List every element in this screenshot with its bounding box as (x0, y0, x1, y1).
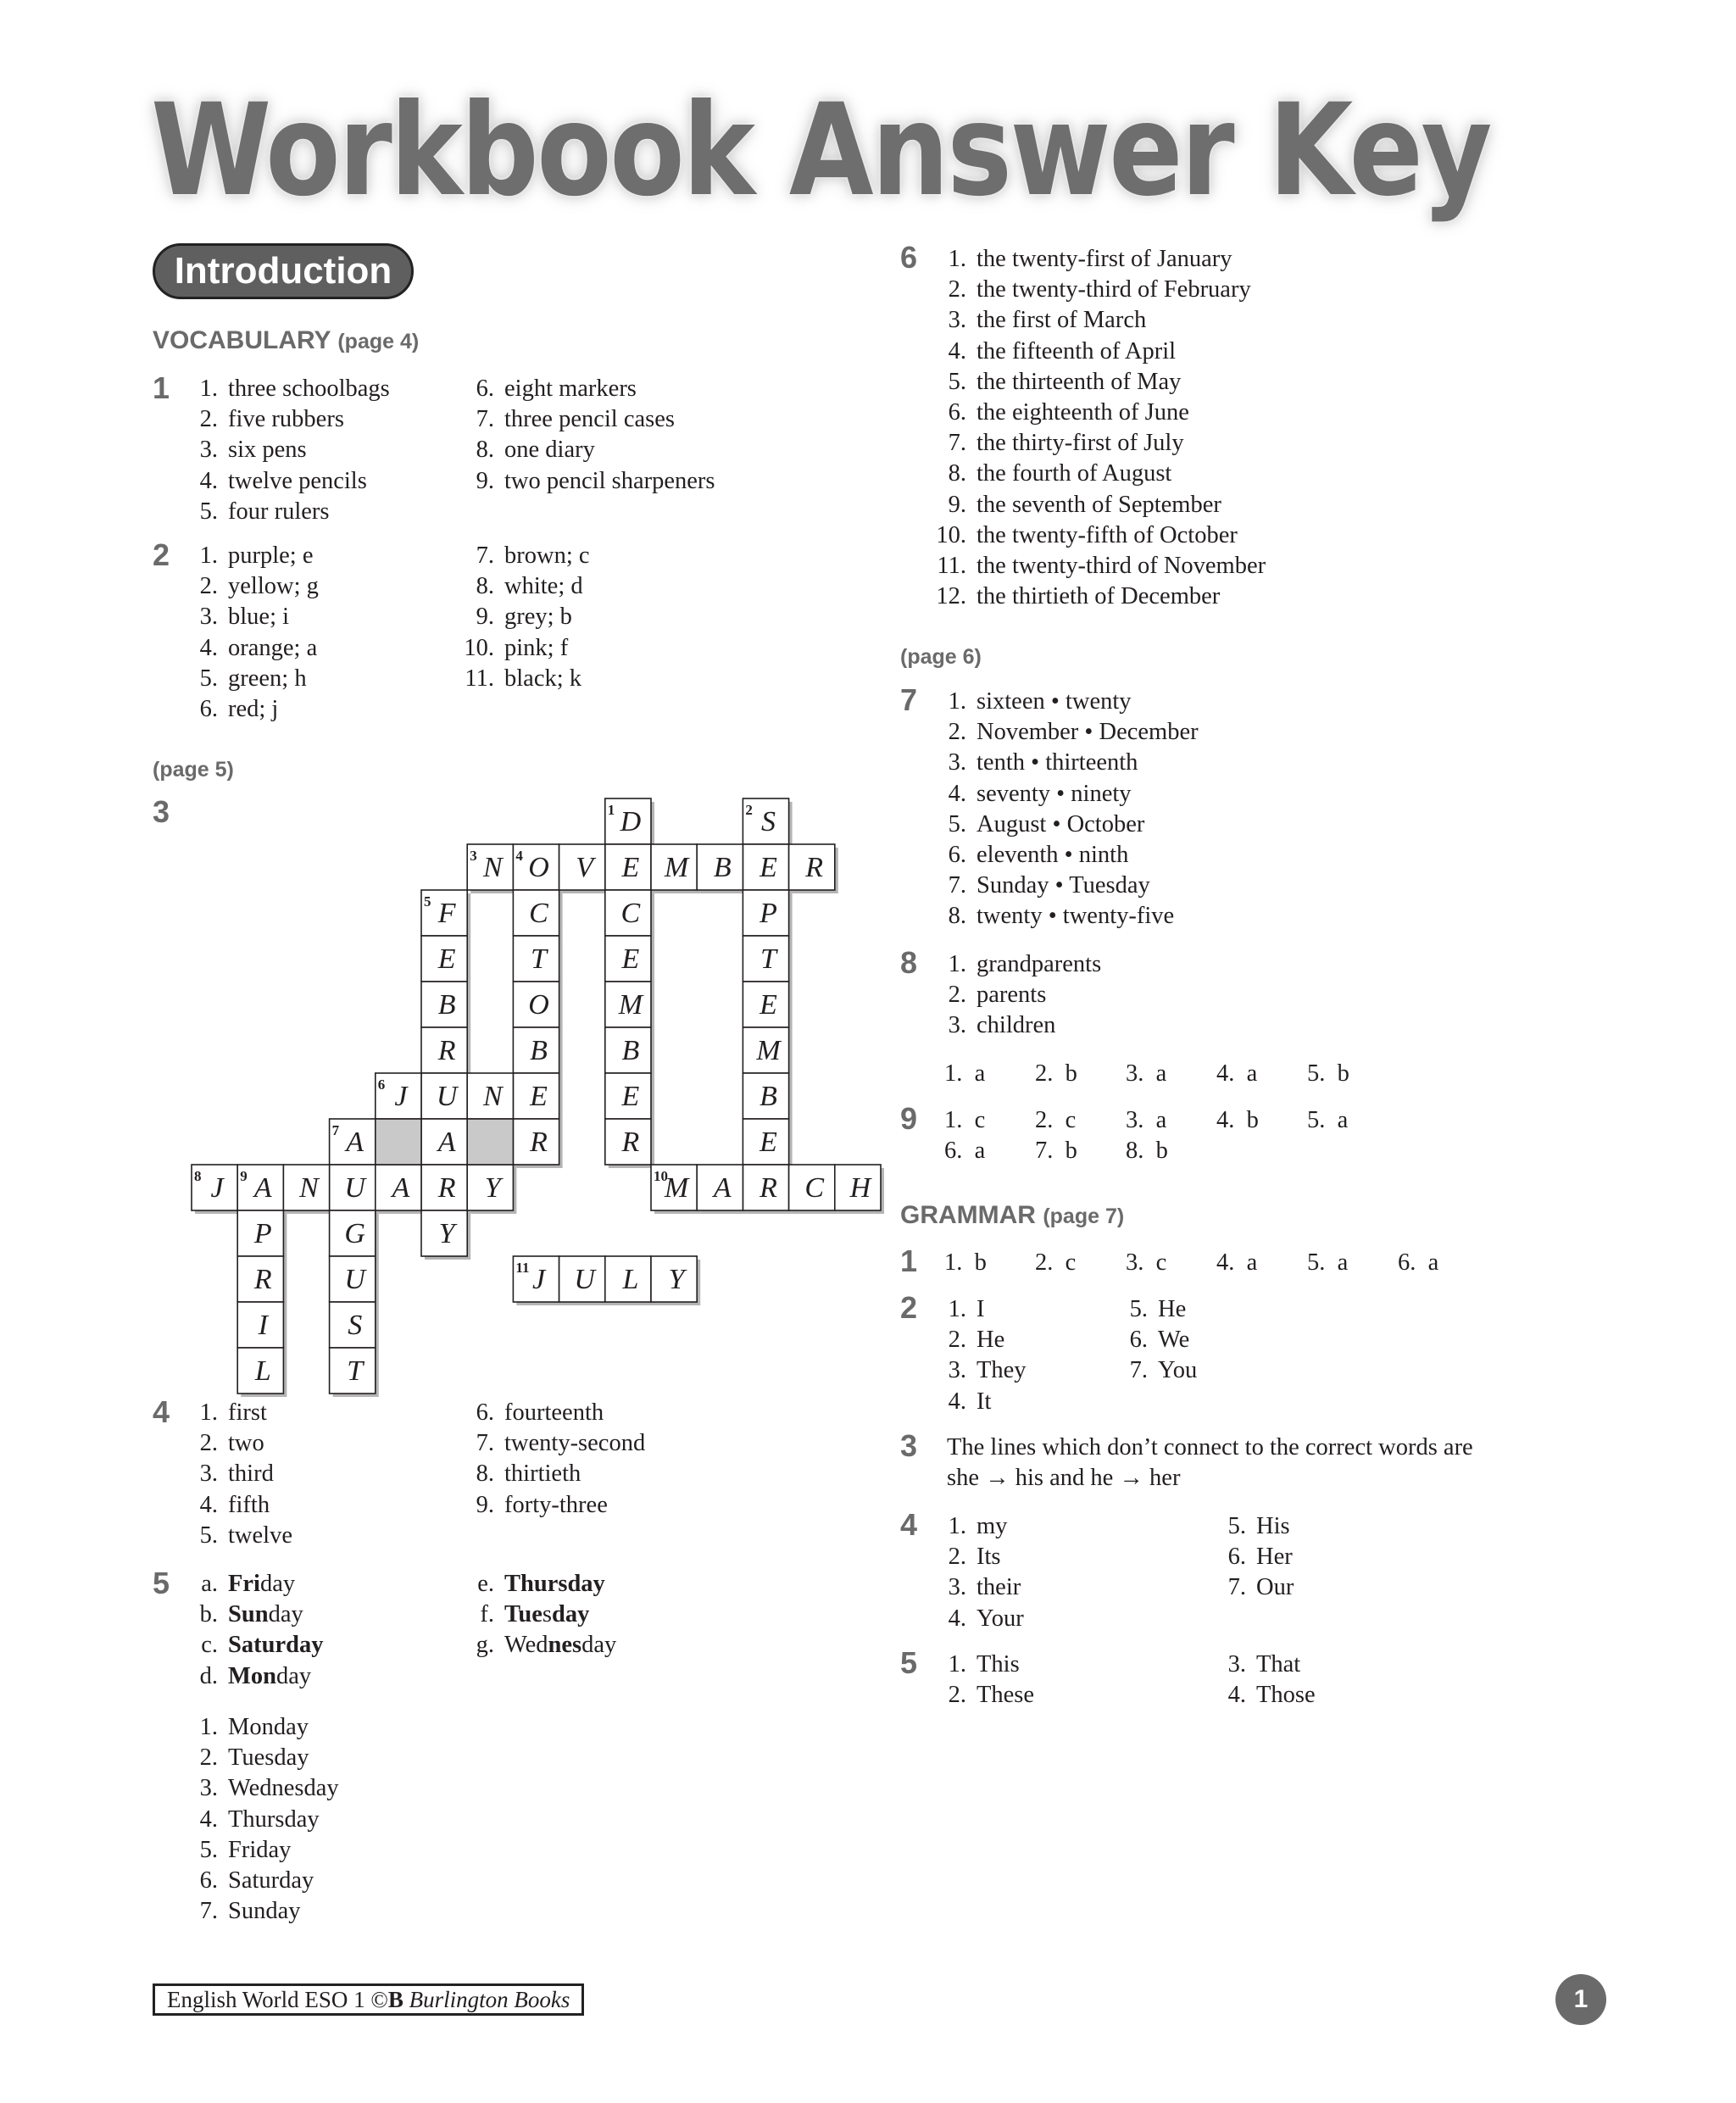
list-item: 8. the fourth of August (948, 460, 1172, 487)
grammar-heading: GRAMMAR (page 7) (900, 1201, 1125, 1229)
answer-item: 2. b (1035, 1060, 1077, 1087)
crossword-letter: R (437, 1035, 456, 1066)
list-item: 6. We (1129, 1327, 1190, 1354)
crossword-letter: M (664, 852, 689, 883)
list-item: 5. Friday (199, 1836, 292, 1863)
crossword-letter: R (253, 1264, 272, 1295)
list-item: 6. Her (1227, 1544, 1293, 1571)
answer-item: 2. c (1035, 1107, 1077, 1133)
crossword-letter: S (761, 806, 776, 837)
answer-item: 1. b (944, 1249, 987, 1276)
crossword-letter: U (436, 1081, 458, 1112)
crossword-letter: R (437, 1172, 456, 1204)
list-item: 4. Your (948, 1605, 1024, 1632)
crossword-letter: O (528, 989, 549, 1021)
page-reference: (page 5) (153, 758, 234, 782)
crossword-letter: E (437, 943, 456, 975)
crossword-letter: J (210, 1172, 224, 1204)
crossword-letter: L (254, 1355, 271, 1387)
list-item: 3. six pens (199, 437, 307, 464)
list-item: 4. seventy • ninety (948, 780, 1132, 807)
list-item: 5. green; h (199, 665, 307, 692)
list-item: g. Wednesday (476, 1632, 617, 1659)
crossword-letter: V (576, 852, 594, 883)
answer-item: 4. a (1216, 1249, 1258, 1276)
section-badge: Introduction (153, 243, 414, 299)
list-item: 3. That (1227, 1651, 1301, 1677)
list-item: 6. Saturday (199, 1867, 314, 1894)
exercise-number: 3 (900, 1428, 918, 1463)
list-item: 7. Sunday • Tuesday (948, 872, 1150, 899)
list-item: 9. forty-three (476, 1491, 608, 1518)
list-item: 11. the twenty-third of November (937, 552, 1266, 579)
answer-item: 4. a (1216, 1060, 1258, 1087)
list-item: e. Thursday (477, 1571, 605, 1597)
crossword-letter: A (392, 1172, 410, 1204)
answer-list (188, 1398, 292, 1551)
exercise-number: 5 (900, 1645, 918, 1680)
crossword-letter: R (621, 1127, 640, 1158)
exercise-number: 7 (900, 682, 918, 717)
list-item: 1. Monday (199, 1714, 309, 1740)
list-item: 10. the twenty-fifth of October (936, 521, 1238, 548)
exercise-number: 6 (900, 240, 918, 275)
page-reference: (page 6) (900, 645, 982, 669)
list-item: 3. blue; i (199, 604, 290, 631)
list-item: 7. brown; c (476, 542, 590, 569)
crossword-shaded-cell (467, 1119, 513, 1165)
list-item: c. Saturday (201, 1632, 324, 1659)
crossword-letter: G (344, 1218, 365, 1249)
answer-list (931, 1294, 1027, 1417)
list-item: 6. the eighteenth of June (948, 398, 1189, 426)
crossword-letter: Y (484, 1172, 501, 1204)
crossword-letter: N (482, 1081, 503, 1112)
crossword-clue-number: 9 (240, 1168, 248, 1184)
exercise-number: 4 (900, 1507, 918, 1542)
list-item: 2. parents (948, 982, 1047, 1009)
answer-item: 7. b (1035, 1138, 1077, 1164)
crossword-letter: M (756, 1035, 781, 1066)
crossword-letter: S (348, 1310, 363, 1341)
crossword-letter: O (528, 852, 549, 883)
crossword-clue-number: 3 (470, 848, 477, 864)
list-item: 7. Sunday (199, 1898, 301, 1925)
answer-item: 8. b (1126, 1138, 1168, 1164)
exercise-number: 8 (900, 945, 918, 980)
crossword-letter: R (530, 1127, 548, 1158)
crossword-letter: B (760, 1081, 777, 1112)
crossword-letter: A (713, 1172, 732, 1204)
list-item: 8. white; d (476, 573, 583, 600)
answer-item: 5. a (1307, 1249, 1349, 1276)
list-item: 4. It (948, 1388, 992, 1415)
crossword-shaded-cell (376, 1119, 421, 1165)
list-item: d. Monday (199, 1662, 312, 1689)
list-item: 1. first (199, 1399, 267, 1426)
list-item: 8. thirtieth (476, 1460, 581, 1488)
list-item: 6. eight markers (476, 376, 637, 402)
exercise-number: 1 (900, 1243, 918, 1278)
list-item: 7. Our (1227, 1574, 1294, 1601)
list-item: 1. I (948, 1296, 985, 1322)
crossword-letter: L (622, 1264, 639, 1295)
crossword-letter: T (531, 943, 547, 975)
crossword-letter: E (760, 852, 777, 883)
list-item: 4. the fifteenth of April (948, 337, 1177, 364)
list-item: 9. the seventh of September (948, 491, 1221, 518)
crossword-clue-number: 8 (194, 1168, 202, 1184)
exercise-number: 3 (153, 794, 170, 829)
answer-list (1210, 1650, 1316, 1711)
crossword-letter: R (760, 1172, 777, 1204)
crossword-letter: B (437, 989, 456, 1021)
answer-item: 3. c (1126, 1249, 1167, 1276)
list-item: 1. the twenty-first of January (948, 246, 1232, 272)
crossword-letter: E (760, 1127, 777, 1158)
crossword-letter: P (253, 1218, 272, 1249)
list-item: 12. the thirtieth of December (936, 583, 1221, 610)
list-item: 3. Wednesday (199, 1775, 339, 1802)
list-item: a. Friday (201, 1571, 296, 1597)
crossword-letter: R (805, 852, 824, 883)
answer-list (931, 244, 1266, 612)
crossword-letter: U (344, 1264, 365, 1295)
crossword-letter: U (344, 1172, 365, 1204)
answer-list (188, 1569, 323, 1692)
list-item: 7. the thirty-first of July (948, 430, 1184, 457)
list-item: 4. orange; a (199, 634, 318, 661)
crossword-letter: I (258, 1310, 268, 1341)
crossword-letter: N (299, 1172, 319, 1204)
crossword-letter: J (394, 1081, 408, 1112)
vocabulary-heading: VOCABULARY (page 4) (153, 326, 420, 354)
answer-item: 2. c (1035, 1249, 1077, 1276)
list-item: 2. two (199, 1430, 264, 1457)
answer-list (458, 1569, 616, 1661)
crossword-letter: D (620, 806, 642, 837)
exercise-number: 5 (153, 1566, 170, 1600)
list-item: 5. four rulers (199, 498, 330, 525)
list-item: f. Tuesday (480, 1601, 590, 1628)
crossword-letter: C (804, 1172, 825, 1204)
list-item: 7. You (1129, 1357, 1198, 1384)
list-item: 4. fifth (199, 1491, 270, 1518)
crossword-letter: Y (438, 1218, 455, 1249)
crossword-clue-number: 6 (377, 1077, 386, 1093)
crossword-letter: E (621, 1081, 640, 1112)
answer-item: 3. a (1126, 1107, 1167, 1133)
answer-item: 1. a (944, 1060, 986, 1087)
crossword-letter: A (437, 1127, 456, 1158)
crossword-letter: E (621, 943, 640, 975)
crossword-letter: E (621, 852, 640, 883)
list-item: 5. He (1129, 1296, 1187, 1322)
list-item: 6. eleventh • ninth (948, 841, 1129, 868)
list-item: 7. twenty-second (476, 1430, 646, 1457)
answer-item: 6. a (944, 1138, 986, 1164)
list-item: 6. fourteenth (476, 1399, 604, 1426)
list-item: 1. grandparents (948, 951, 1102, 977)
crossword-letter: T (347, 1355, 364, 1387)
answer-item: 4. b (1216, 1107, 1259, 1133)
list-item: 2. November • December (948, 719, 1199, 746)
crossword-letter: H (849, 1172, 871, 1204)
answer-item: 1. c (944, 1107, 986, 1133)
crossword-clue-number: 11 (515, 1260, 530, 1276)
crossword-clue-number: 4 (515, 848, 523, 864)
list-item: 2. He (948, 1327, 1005, 1354)
crossword-letter: E (530, 1081, 548, 1112)
crossword-clue-number: 5 (424, 893, 431, 910)
answer-list (931, 1650, 1034, 1711)
crossword-clue-number: 2 (745, 802, 753, 818)
crossword-clue-number: 1 (607, 802, 615, 818)
footer-credit: English World ESO 1 ©B Burlington Books (153, 1983, 584, 2016)
answer-list (931, 949, 1101, 1042)
list-item: 2. Tuesday (199, 1744, 309, 1772)
list-item: 1. This (948, 1651, 1020, 1677)
list-item: 1. my (948, 1513, 1008, 1539)
answer-item: 5. a (1307, 1107, 1349, 1133)
crossword-letter: F (437, 898, 456, 929)
list-item: 1. sixteen • twenty (948, 688, 1132, 715)
list-item: 2. These (948, 1682, 1035, 1709)
crossword-letter: C (620, 898, 641, 929)
crossword-letter: J (531, 1264, 546, 1295)
crossword-letter: M (618, 989, 643, 1021)
crossword-letter: T (760, 943, 776, 975)
list-item: 8. one diary (476, 437, 595, 464)
list-item: 1. purple; e (199, 542, 314, 569)
crossword-letter: N (482, 852, 503, 883)
answer-list (1210, 1511, 1294, 1604)
answer-list (1112, 1294, 1197, 1387)
answer-list (931, 1511, 1024, 1634)
list-item: 9. two pencil sharpeners (476, 467, 715, 494)
page-title: Workbook Answer Key (151, 77, 1490, 225)
crossword-clue-number: 10 (654, 1168, 668, 1184)
list-item: 3. their (948, 1574, 1021, 1601)
list-item: 6. red; j (199, 695, 279, 722)
answer-list (188, 1712, 339, 1927)
exercise-number: 4 (153, 1394, 170, 1429)
list-item: 5. His (1227, 1513, 1290, 1539)
exercise-number: 2 (900, 1290, 918, 1325)
list-item: 10. pink; f (464, 634, 569, 661)
list-item: 5. the thirteenth of May (948, 368, 1182, 395)
list-item: b. Sunday (199, 1601, 303, 1628)
crossword-letter: B (713, 852, 732, 883)
answer-list (458, 1398, 645, 1521)
page-number: 1 (1555, 1974, 1606, 2025)
list-item: 4. twelve pencils (199, 467, 367, 494)
exercise-number: 1 (153, 370, 170, 405)
crossword-letter: A (253, 1172, 272, 1204)
list-item: 1. three schoolbags (199, 376, 390, 402)
list-item: 3. They (948, 1357, 1027, 1384)
crossword-letter: C (529, 898, 548, 929)
list-item: 3. tenth • thirteenth (948, 749, 1138, 776)
crossword-letter: Y (668, 1264, 685, 1295)
list-item: 4. Thursday (199, 1805, 320, 1833)
list-item: 3. third (199, 1460, 274, 1488)
list-item: 4. Those (1227, 1682, 1316, 1709)
crossword-letter: B (621, 1035, 640, 1066)
list-item: 5. August • October (948, 810, 1145, 837)
crossword-letter: A (346, 1127, 364, 1158)
crossword-letter: E (760, 989, 777, 1021)
answer-list (931, 687, 1199, 932)
crossword-letter: B (530, 1035, 548, 1066)
list-item: 11. black; k (465, 665, 582, 692)
publisher-logo: B (387, 1987, 403, 2012)
crossword-letter: M (664, 1172, 689, 1204)
exercise-number: 9 (900, 1101, 918, 1136)
list-item: 2. the twenty-third of February (948, 276, 1251, 303)
answer-item: 5. b (1307, 1060, 1349, 1087)
list-item: 2. five rubbers (199, 406, 344, 433)
crossword-clue-number: 7 (331, 1122, 340, 1138)
list-item: 2. yellow; g (199, 573, 319, 600)
list-item: 7. three pencil cases (476, 406, 675, 433)
list-item: 5. twelve (199, 1522, 292, 1549)
list-item: 9. grey; b (476, 604, 572, 631)
list-item: 3. the first of March (948, 307, 1147, 334)
answer-item: 3. a (1126, 1060, 1167, 1087)
crossword-letter: U (574, 1264, 595, 1295)
list-item: 2. Its (948, 1544, 1001, 1571)
exercise-number: 2 (153, 537, 170, 572)
crossword-letter: P (760, 898, 777, 929)
list-item: 3. children (948, 1012, 1056, 1039)
answer-text: The lines which don’t connect to the correct words are she → his and he → her (947, 1434, 1473, 1492)
list-item: 8. twenty • twenty-five (948, 903, 1175, 930)
answer-item: 6. a (1398, 1249, 1439, 1276)
